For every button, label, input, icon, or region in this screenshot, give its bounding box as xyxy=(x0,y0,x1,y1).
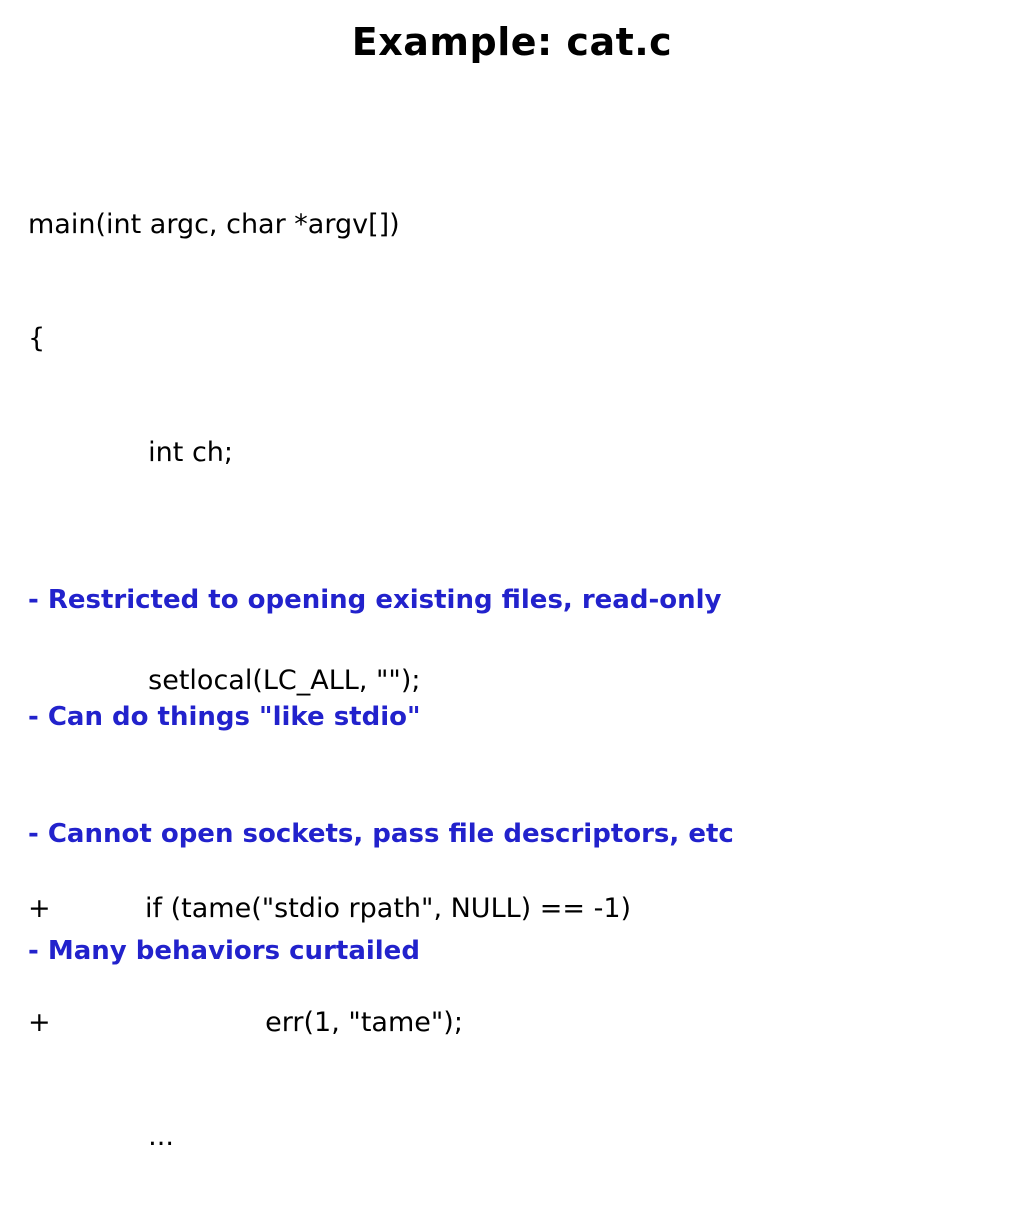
code-line-added: + if (tame("stdio rpath", NULL) == -1) xyxy=(28,893,632,924)
code-line: { xyxy=(28,323,46,354)
code-line: setlocal(LC_ALL, ""); xyxy=(28,665,421,696)
code-line: main(int argc, char *argv[]) xyxy=(28,209,400,240)
slide-title: Example: cat.c xyxy=(351,20,673,64)
bullet-item: - Many behaviors curtailed xyxy=(28,936,420,966)
bullet-item: - Cannot open sockets, pass file descriptors, etc xyxy=(28,819,734,849)
code-line: int ch; xyxy=(28,437,233,468)
bullet-item: - Restricted to opening existing files, read-only xyxy=(28,585,722,615)
bullet-list xyxy=(28,503,734,1049)
code-line-added: + err(1, "tame"); xyxy=(28,1007,463,1038)
code-line: ... xyxy=(28,1121,174,1152)
bullet-item: - Can do things "like stdio" xyxy=(28,702,421,732)
